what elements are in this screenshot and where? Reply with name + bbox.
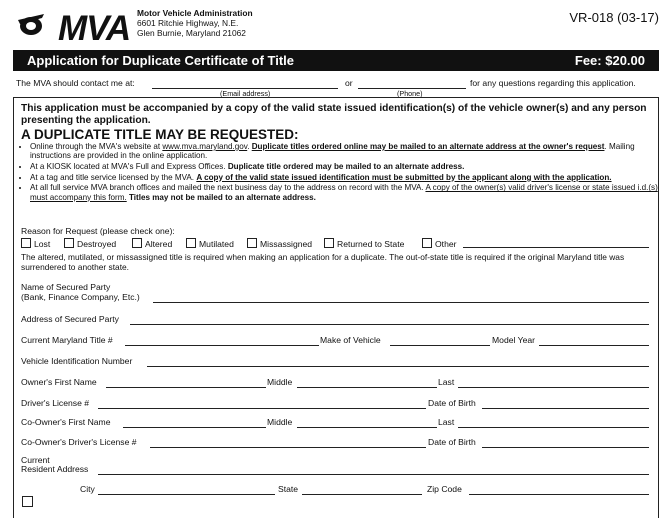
mva-logo-mark <box>16 12 46 38</box>
address-line-1: 6601 Ritchie Highway, N.E. <box>137 18 239 28</box>
city-label: City <box>80 484 95 494</box>
reason-other-field[interactable] <box>463 247 649 248</box>
checkbox[interactable] <box>324 238 334 248</box>
list-item: • At all full service MVA branch offices and mailed the next business day to the address on record with the MVA. A copy of the owner(s) valid driver's license or state issued i.d.(s) must accompany this form. Titles may not be mailed to an alternate address. <box>30 183 658 202</box>
resident-address-label-2: Resident Address <box>21 464 89 474</box>
contact-or: or <box>345 78 353 88</box>
secured-party-address-field[interactable] <box>130 324 649 325</box>
dob-field[interactable] <box>482 408 649 409</box>
reason-missassigned[interactable]: Missassigned <box>247 238 312 249</box>
owner-last-label: Last <box>438 377 455 387</box>
list-item: • At a tag and title service licensed by the MVA. A copy of the valid state issued identification must be submitted by the applicant along with the application. <box>30 173 658 182</box>
owner-first-label: Owner's First Name <box>21 377 97 387</box>
duplicate-headline: A DUPLICATE TITLE MAY BE REQUESTED: <box>21 127 299 142</box>
contact-prefix: The MVA should contact me at: <box>16 78 135 88</box>
make-field[interactable] <box>390 345 490 346</box>
resident-address-label-1: Current <box>21 455 50 465</box>
email-caption: (Email address) <box>220 89 271 98</box>
title-bar <box>13 50 659 71</box>
vin-label: Vehicle Identification Number <box>21 356 133 366</box>
reason-note: The altered, mutilated, or missassigned title is required when making an application for a duplicate. The out-of-state title is required if the original Maryland title was surrendered to another state. <box>21 252 625 272</box>
secured-party-name-label: Name of Secured Party <box>21 282 111 292</box>
address-line-2: Glen Burnie, Maryland 21062 <box>137 28 246 38</box>
resident-address-field[interactable] <box>98 474 649 475</box>
reason-altered[interactable]: Altered <box>132 238 172 249</box>
coowner-middle-field[interactable] <box>297 427 437 428</box>
form-title: Application for Duplicate Certificate of Title <box>27 53 295 68</box>
make-label: Make of Vehicle <box>320 335 381 345</box>
coowner-dob-label: Date of Birth <box>428 437 476 447</box>
coowner-middle-label: Middle <box>267 417 293 427</box>
coowner-license-field[interactable] <box>150 447 426 448</box>
drivers-license-field[interactable] <box>98 408 426 409</box>
checkbox[interactable] <box>21 238 31 248</box>
vin-field[interactable] <box>147 366 649 367</box>
owner-first-field[interactable] <box>106 387 266 388</box>
reason-mutilated[interactable]: Mutilated <box>186 238 234 249</box>
mva-logo-text: MVA <box>58 9 131 48</box>
secured-party-name-sub: (Bank, Finance Company, Etc.) <box>21 292 140 302</box>
zip-field[interactable] <box>469 494 649 495</box>
agency-address <box>137 8 253 38</box>
phone-caption: (Phone) <box>397 89 423 98</box>
coowner-first-field[interactable] <box>123 427 266 428</box>
checkbox[interactable] <box>132 238 142 248</box>
model-year-label: Model Year <box>492 335 536 345</box>
requirement-notice: This application must be accompanied by a copy of the valid state issued identification(s) of the vehicle owner(s) and any person presenting the application. <box>21 103 647 126</box>
zip-label: Zip Code <box>427 484 462 494</box>
agency-name: Motor Vehicle Administration <box>137 8 253 18</box>
reason-destroyed[interactable]: Destroyed <box>64 238 116 249</box>
mva-website-link[interactable]: www.mva.maryland.gov <box>162 142 248 151</box>
coowner-first-label: Co-Owner's First Name <box>21 417 111 427</box>
coowner-last-label: Last <box>438 417 455 427</box>
reason-returned-to-state[interactable]: Returned to State <box>324 238 404 249</box>
request-methods-list <box>21 142 658 203</box>
owner-middle-field[interactable] <box>297 387 437 388</box>
title-number-field[interactable] <box>125 345 319 346</box>
checkbox[interactable] <box>64 238 74 248</box>
coowner-last-field[interactable] <box>458 427 649 428</box>
coowner-dob-field[interactable] <box>482 447 649 448</box>
dob-label: Date of Birth <box>428 398 476 408</box>
state-label: State <box>278 484 299 494</box>
secured-party-address-label: Address of Secured Party <box>21 314 119 324</box>
reason-other[interactable]: Other <box>422 238 457 249</box>
reason-label: Reason for Request (please check one): <box>21 226 175 236</box>
reason-lost[interactable]: Lost <box>21 238 50 249</box>
checkbox[interactable] <box>247 238 257 248</box>
checkbox[interactable] <box>22 496 33 507</box>
list-item: • At a KIOSK located at MVA's Full and Express Offices. Duplicate title ordered may be mailed to an alternate address. <box>30 162 658 171</box>
mva-logo <box>14 8 131 48</box>
form-number: VR-018 (03-17) <box>569 10 659 25</box>
checkbox[interactable] <box>186 238 196 248</box>
owner-middle-label: Middle <box>267 377 293 387</box>
secured-party-name-field[interactable] <box>153 302 649 303</box>
model-year-field[interactable] <box>539 345 649 346</box>
title-number-label: Current Maryland Title # <box>21 335 113 345</box>
state-field[interactable] <box>302 494 422 495</box>
owner-last-field[interactable] <box>458 387 649 388</box>
coowner-license-label: Co-Owner's Driver's License # <box>21 437 137 447</box>
checkbox[interactable] <box>422 238 432 248</box>
drivers-license-label: Driver's License # <box>21 398 90 408</box>
list-item: • Online through the MVA's website at www.mva.maryland.gov. Duplicate titles ordered online may be mailed to an alternate address at the owner's request. Mailing instructions are provided in the online application. <box>30 142 658 161</box>
city-field[interactable] <box>98 494 275 495</box>
fee-label: Fee: $20.00 <box>574 53 645 68</box>
contact-suffix: for any questions regarding this application. <box>470 78 636 88</box>
